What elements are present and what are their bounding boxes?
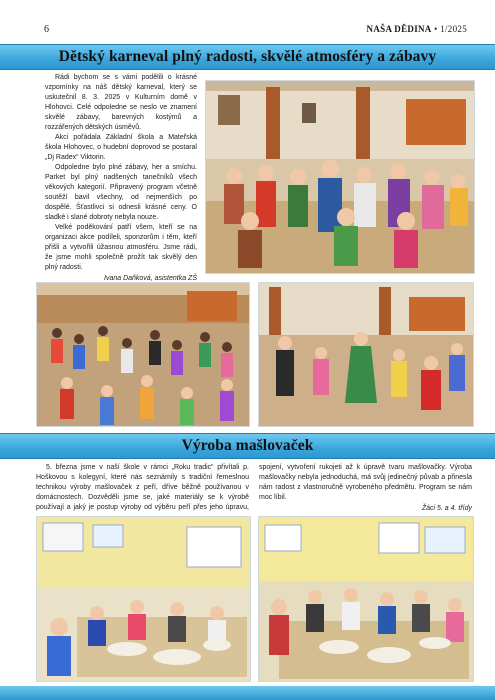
article1-body (45, 73, 197, 284)
article2-body (36, 463, 472, 514)
page-bottom-bar (0, 686, 495, 700)
issue-number: 1/2025 (440, 24, 467, 34)
article1-title-banner (0, 44, 495, 70)
page-number: 6 (44, 24, 49, 35)
article1-title: Dětský karneval plný radosti, skvělé atmosféry a zábavy (58, 48, 437, 65)
article2-signature: Žáci 5. a 4. třídy (421, 505, 472, 512)
article1-paragraph: Odpoledne bylo plné zábavy, her a smíchu. Parket byl plný nadšených tanečníků všech věkových kategorií. Připravený program včetně soutěží bavil všechny, od nejmenších po dospělé. Šťastlivci si odnesli krásné ceny. O sladké i slané dobroty nebyla nouze. (45, 164, 197, 221)
article1-paragraph: Rádi bychom se s vámi podělili o krásné vzpomínky na náš dětský karneval, který se uskutečnil 8. 3. 2025 v Kulturním domě v Hlohovci. Celé odpoledne se neslo ve znamení skvělé zábavy, barevných kostýmů a rozzářených dětských úsměvů. (45, 74, 197, 131)
article2-title: Výroba mašlovaček (181, 437, 314, 454)
article1-paragraph: Velké poděkování patří všem, kteří se na organizaci akce podíleli, sponzorům i těm, kteří přišli a vytvořili úžasnou atmosféru. Jsme rádi, že jsme mohli společně prožít tak skvělý den plný radosti. (45, 224, 197, 271)
running-head (367, 24, 467, 34)
article2-paragraph: 5. března jsme v naší škole v rámci „Roku tradic“ přivítali p. Hoškovou s kolegyní, které nás seznámily s tradiční řemeslnou technikou výroby mašlovaček z peří, dříve běžně používanou v domácnostech. Dozvěděli jsme se, jaké materiály se k výrobě používají a jaký je postup výroby od výběru peří přes jeho úpravu, spojení, vytvoření rukojeti až k úpravě tvaru mašlovačky. Výroba mašlovačky nebyla jednoduchá, má svůj jedinečný půvab a přinesla nám radost z vlastnoručně vyrobeného předmětu. Program se nám moc líbil. (36, 464, 472, 511)
separator-dot: • (434, 24, 441, 34)
carnival-photo-dance-floor (36, 282, 250, 427)
publication-name: NAŠA DĚDINA (366, 24, 432, 34)
carnival-photo-dancing-costumes (258, 282, 474, 427)
workshop-photo-feather-table-right (258, 516, 474, 682)
workshop-photo-feather-table-left (36, 516, 251, 682)
article1-paragraph: Akci pořádala Základní škola a Mateřská škola Hlohovec, o hudební doprovod se postaral „Dj Radex“ Viktorin. (45, 134, 197, 161)
article2-title-banner (0, 433, 495, 459)
carnival-photo-costumed-children (205, 80, 475, 274)
article1-signature: Ivana Daňková, asistentka ZŠ (104, 275, 197, 282)
